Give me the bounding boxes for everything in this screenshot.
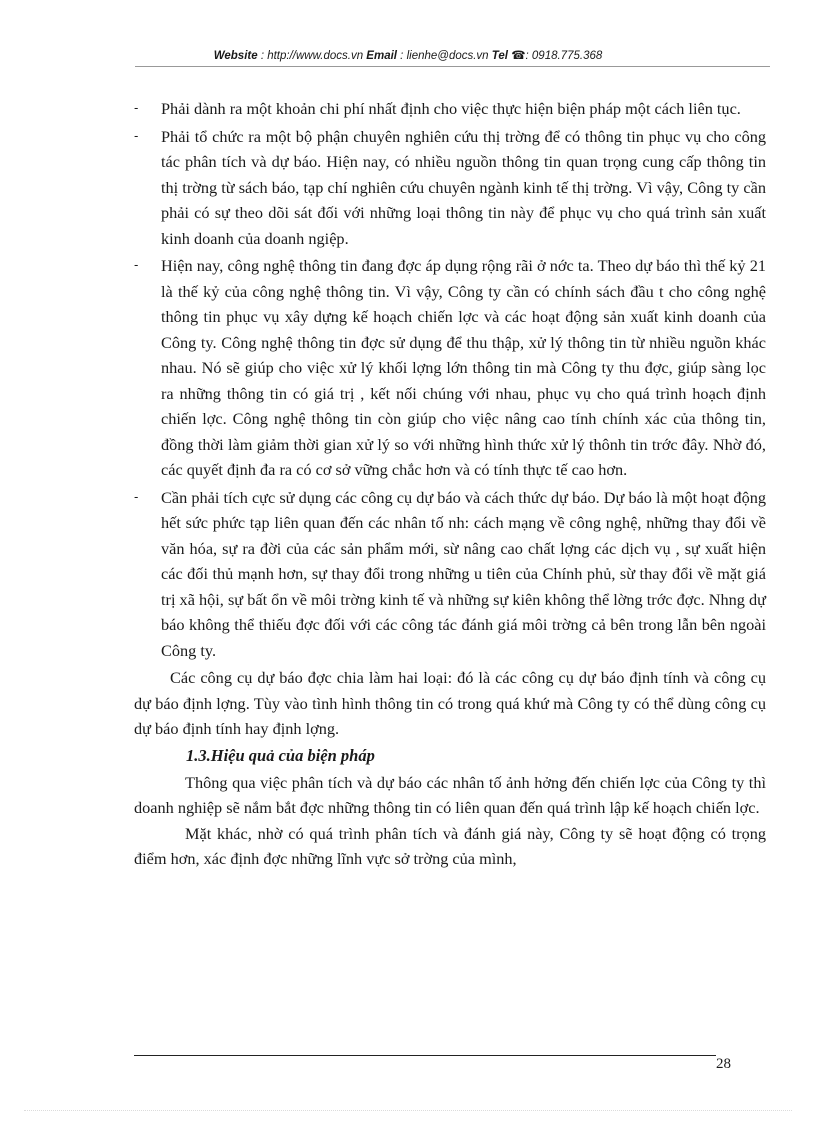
bullet-dash: - — [134, 257, 139, 272]
email-address: lienhe@docs.vn — [406, 50, 489, 62]
footer-divider — [134, 1055, 716, 1056]
website-url: http://www.docs.vn — [267, 50, 364, 62]
phone-icon: ☎ — [511, 50, 526, 62]
document-body — [134, 96, 766, 872]
bullet-item — [134, 253, 766, 483]
bullet-text: Cần phải tích cực sử dụng các công cụ dự báo và cách thức dự báo. Dự báo là một hoạt động hết sức phức tạp liên quan đến các nhân tố nh: cách mạng về công nghệ, những thay đổi về văn hóa, sự ra đời của các sản phẩm mới, sừ nâng cao chất lợng các dịch vụ , sự xuất hiện các đối thủ mạnh hơn, sự thay đổi trong những u tiên của Chính phủ, sừ thay đổi về mặt giá trị xã hội, sự bất ổn về môi trờng kinh tế và những sự kiên không thể lờng trớc đợc. Nhng dự báo không thể thiếu đợc đối với các công tác đánh giá môi trờng cả bên trong lẫn bên ngoài Công ty. — [161, 487, 766, 660]
tel-label: Tel — [491, 50, 508, 62]
bullet-dash: - — [134, 127, 139, 143]
bullet-item — [134, 96, 766, 122]
phone-number: 0918.775.368 — [531, 50, 603, 62]
effect-paragraph-2: Mặt khác, nhờ có quá trình phân tích và đánh giá này, Công ty sẽ hoạt động có trọng điểm hơn, xác định đợc những lĩnh vực sở trờng của mình, — [134, 823, 766, 868]
bullet-dash: - — [134, 488, 139, 504]
section-heading: 1.3.Hiệu quả của biện pháp — [186, 745, 375, 765]
bullet-item — [134, 124, 766, 252]
website-label: Website — [213, 50, 258, 62]
header-divider — [135, 66, 770, 67]
bullet-text: Hiện nay, công nghệ thông tin đang đợc áp dụng rộng rãi ở nớc ta. Theo dự báo thì thế kỷ 21 là thế kỷ của công nghệ thông tin. Vì vậy, Công ty cần có chính sách đầu t cho công nghệ thông tin phục vụ xây dựng kế hoạch chiến lợc và các hoạt động sản xuất kinh doanh của Công ty. Công nghệ thông tin đợc sử dụng để thu thập, xử lý thông tin từ nhiều nguồn khác nhau. Nó sẽ giúp cho việc xử lý khối lợng lớn thông tin mà Công ty thu đợc, giúp sàng lọc ra những thông tin có giá trị , kết nối chúng với nhau, phục vụ cho quá trình hoạch định chiến lợc. Công nghệ thông tin còn giúp cho việc nâng cao tính chính xác của thông tin, đồng thời làm giảm thời gian xử lý so với những hình thức xử lý thônh tin trớc đây. Nhờ đó, các quyết định đa ra có cơ sở vững chắc hơn và có tính thực tế cao hơn. — [161, 256, 766, 479]
forecast-tools-paragraph: Các công cụ dự báo đợc chia làm hai loại: đó là các công cụ dự báo định tính và công cụ dự báo định lợng. Tùy vào tình hình thông tin có trong quá khứ mà Công ty có thể dùng công cụ dự báo định tính hay định lợng. — [134, 668, 766, 738]
page-number: 28 — [716, 1056, 731, 1072]
bullet-text: Phải dành ra một khoản chi phí nhất định cho việc thực hiện biện pháp một cách liên tục. — [161, 99, 741, 118]
page-bottom-edge — [24, 1110, 792, 1111]
effect-paragraph-1: Thông qua việc phân tích và dự báo các nhân tố ảnh hởng đến chiến lợc của Công ty thì doanh nghiệp sẽ nắm bắt đợc những thông tin có liên quan đến quá trình lập kế hoạch chiến lợc. — [134, 772, 766, 817]
email-label: Email — [366, 50, 397, 62]
page-header: Website : http://www.docs.vn Email : lienhe@docs.vn Tel ☎: 0918.775.368 — [213, 50, 603, 62]
bullet-dash: - — [134, 100, 139, 115]
bullet-item — [134, 485, 766, 664]
bullet-text: Phải tổ chức ra một bộ phận chuyên nghiên cứu thị trờng để có thông tin phục vụ cho công tác phân tích và dự báo. Hiện nay, có nhiều nguồn thông tin quan trọng cung cấp thông tin thị trờng từ sách báo, tạp chí nghiên cứu chuyên ngành kinh tế thị trờng. Vì vậy, Công ty cần phải có sự theo dõi sát đối với những loại thông tin này để phục vụ cho quá trình sản xuất kinh doanh của doanh ngiệp. — [161, 126, 766, 248]
